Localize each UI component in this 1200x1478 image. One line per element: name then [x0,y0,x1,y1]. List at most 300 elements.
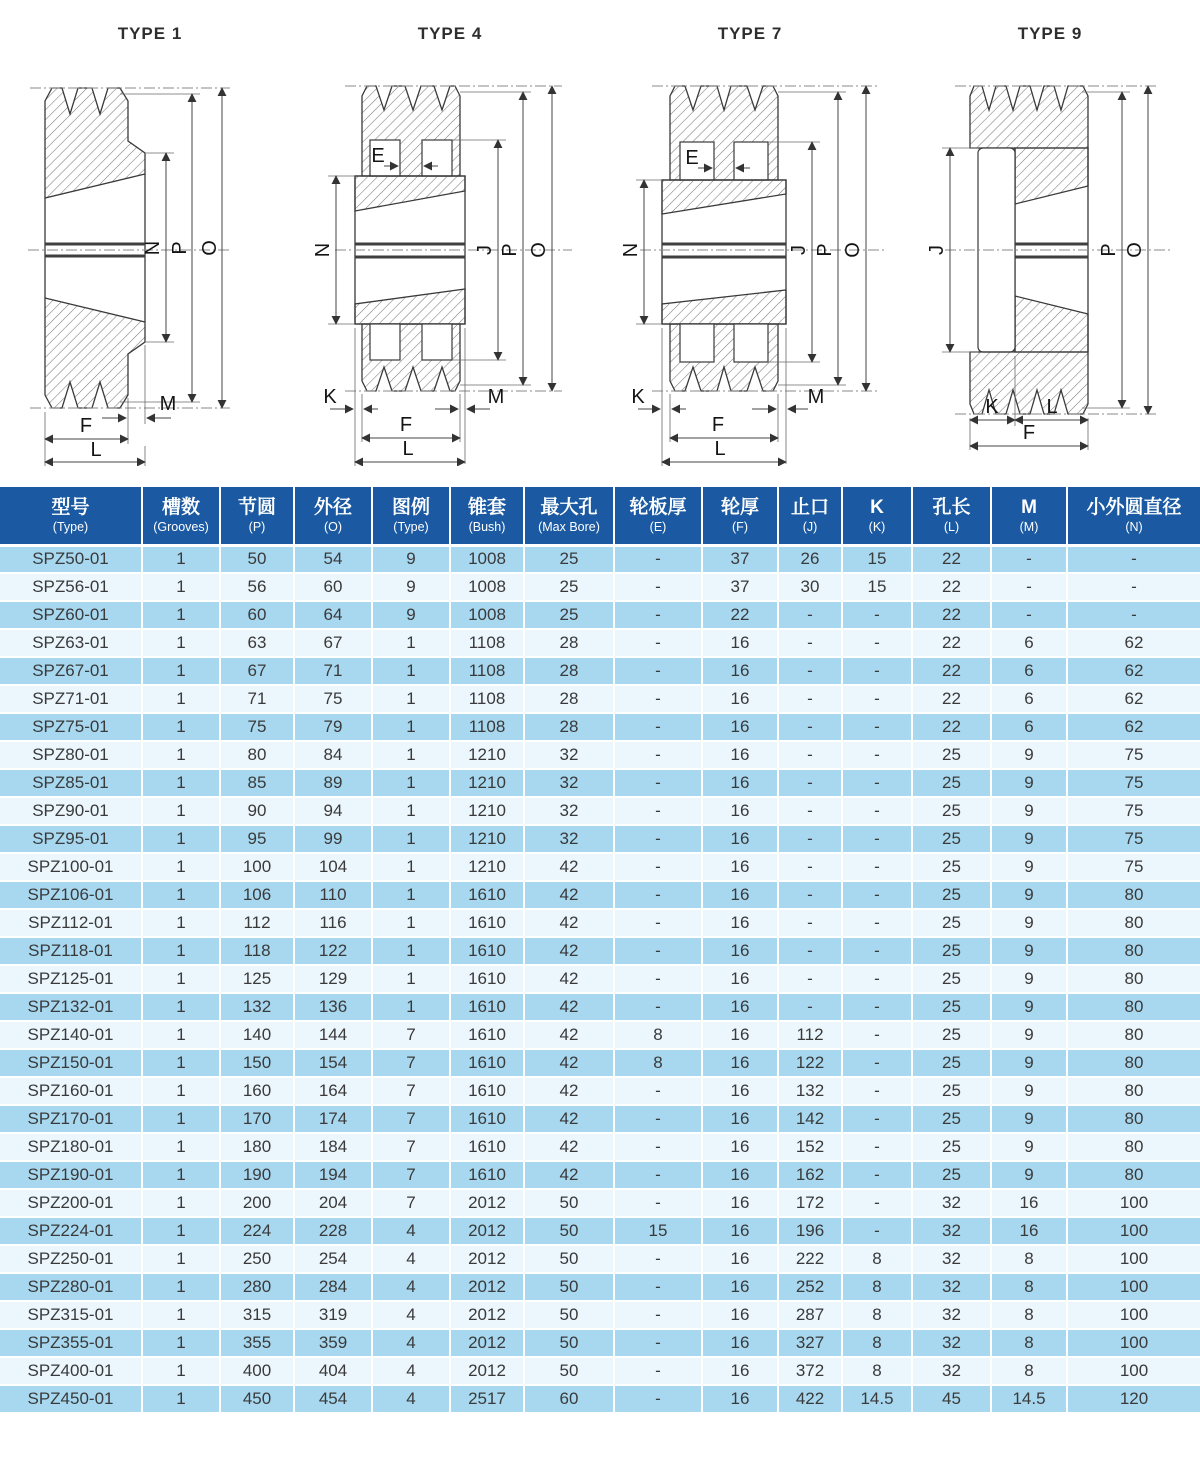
table-cell: 180 [220,1133,294,1161]
table-cell: 25 [524,545,614,573]
table-cell: 8 [991,1357,1067,1385]
column-header-cn: 外径 [313,496,352,518]
table-cell: 16 [702,1217,778,1245]
dim-label-o: O [528,242,550,258]
table-cell: 144 [294,1021,372,1049]
table-cell: SPZ132-01 [0,993,142,1021]
table-cell: 80 [1067,965,1200,993]
table-cell: SPZ150-01 [0,1049,142,1077]
table-cell: - [614,573,702,601]
dim-label-o: O [1124,242,1146,258]
column-header-en: (L) [943,519,960,534]
table-cell: 9 [991,853,1067,881]
table-cell: 9 [991,1049,1067,1077]
table-row [0,993,1200,1021]
column-header-en: (J) [802,519,818,534]
table-row [0,1077,1200,1105]
table-cell: 1610 [450,909,524,937]
table-cell: 1 [142,1217,220,1245]
table-cell: 6 [991,713,1067,741]
table-cell: SPZ67-01 [0,657,142,685]
table-cell: 71 [294,657,372,685]
table-cell: 8 [842,1245,912,1273]
column-header-cn: 型号 [51,496,90,518]
table-cell: 112 [778,1021,842,1049]
table-cell: 1 [372,769,450,797]
table-cell: - [778,965,842,993]
table-cell: 1 [372,909,450,937]
table-cell: 42 [524,965,614,993]
table-cell: 16 [702,993,778,1021]
table-cell: SPZ60-01 [0,601,142,629]
table-cell: 1610 [450,1049,524,1077]
table-cell: SPZ190-01 [0,1161,142,1189]
table-cell: 1 [142,937,220,965]
table-cell: 56 [220,573,294,601]
table-cell: 22 [912,685,991,713]
dim-label-p: P [1098,243,1120,257]
table-cell: - [614,965,702,993]
table-cell: 8 [991,1273,1067,1301]
dim-label-l: L [1046,396,1058,418]
table-cell: 16 [702,713,778,741]
table-cell: - [614,1273,702,1301]
dim-label-p: P [169,241,191,255]
table-cell: 319 [294,1301,372,1329]
table-cell: 4 [372,1273,450,1301]
table-cell: 1 [372,993,450,1021]
table-cell: SPZ140-01 [0,1021,142,1049]
table-cell: 1610 [450,1133,524,1161]
dim-label-j: J [474,245,496,255]
table-cell: 1 [142,1133,220,1161]
table-cell: 62 [1067,685,1200,713]
pulley-body [640,86,886,391]
column-header-en: (Bush) [468,519,506,534]
table-cell: 4 [372,1357,450,1385]
table-cell: 136 [294,993,372,1021]
table-cell: 250 [220,1245,294,1273]
table-cell: 1 [372,937,450,965]
table-cell: SPZ450-01 [0,1385,142,1413]
table-cell: 14.5 [842,1385,912,1413]
table-cell: 140 [220,1021,294,1049]
table-cell: 1210 [450,769,524,797]
table-cell: 129 [294,965,372,993]
table-cell: 1610 [450,965,524,993]
table-cell: 454 [294,1385,372,1413]
table-cell: 6 [991,629,1067,657]
table-cell: 50 [524,1189,614,1217]
table-cell: 50 [524,1273,614,1301]
dim-label-l: L [402,438,414,460]
table-cell: 1 [372,741,450,769]
table-cell: 2012 [450,1245,524,1273]
table-cell: 25 [912,1105,991,1133]
diagram-title: TYPE 9 [1017,24,1083,43]
table-cell: 6 [991,657,1067,685]
table-cell: 6 [991,685,1067,713]
table-cell: SPZ80-01 [0,741,142,769]
table-cell: 1008 [450,573,524,601]
table-cell: 54 [294,545,372,573]
table-cell: 9 [991,741,1067,769]
table-cell: 75 [1067,741,1200,769]
table-cell: 120 [1067,1385,1200,1413]
table-cell: SPZ125-01 [0,965,142,993]
table-cell: 194 [294,1161,372,1189]
table-cell: - [614,1245,702,1273]
table-cell: - [842,1049,912,1077]
table-cell: 80 [1067,1161,1200,1189]
table-cell: 280 [220,1273,294,1301]
table-cell: 112 [220,909,294,937]
table-cell: 80 [1067,937,1200,965]
table-row [0,825,1200,853]
dim-label-e: E [371,145,385,167]
table-cell: 450 [220,1385,294,1413]
table-cell: 9 [991,1077,1067,1105]
table-cell: 16 [702,909,778,937]
table-cell: SPZ56-01 [0,573,142,601]
column-header-en: (O) [323,519,343,534]
table-cell: 60 [220,601,294,629]
table-cell: 1 [372,685,450,713]
table-cell: 116 [294,909,372,937]
diagram-strip [0,0,1200,487]
table-cell: 42 [524,1133,614,1161]
table-cell: - [1067,545,1200,573]
table-cell: 122 [778,1049,842,1077]
table-cell: 32 [912,1273,991,1301]
table-cell: 50 [524,1245,614,1273]
table-cell: - [778,937,842,965]
table-cell: - [991,601,1067,629]
table-cell: 25 [912,741,991,769]
table-cell: 359 [294,1329,372,1357]
table-row [0,1357,1200,1385]
table-cell: 42 [524,909,614,937]
table-cell: 60 [524,1385,614,1413]
column-header-cn: 槽数 [161,496,200,518]
table-cell: - [842,601,912,629]
table-cell: 25 [912,1077,991,1105]
table-cell: - [614,1077,702,1105]
table-cell: 67 [294,629,372,657]
table-cell: 164 [294,1077,372,1105]
table-cell: 9 [991,965,1067,993]
table-cell: - [614,937,702,965]
column-header [0,487,142,545]
table-cell: SPZ90-01 [0,797,142,825]
dim-label-m: M [159,393,177,415]
table-cell: 8 [842,1301,912,1329]
table-cell: 184 [294,1133,372,1161]
table-cell: 75 [220,713,294,741]
table-cell: - [614,797,702,825]
table-cell: - [778,853,842,881]
column-header [142,487,220,545]
table-cell: - [614,1301,702,1329]
table-cell: 75 [1067,769,1200,797]
table-cell: - [614,769,702,797]
table-cell: 75 [1067,853,1200,881]
table-cell: 60 [294,573,372,601]
table-cell: 42 [524,1105,614,1133]
table-cell: 9 [991,1161,1067,1189]
table-cell: 16 [702,741,778,769]
table-cell: - [778,909,842,937]
column-header [450,487,524,545]
table-cell: 16 [702,965,778,993]
table-cell: 22 [912,713,991,741]
table-cell: 63 [220,629,294,657]
table-cell: 1 [142,1161,220,1189]
table-cell: 25 [912,965,991,993]
table-cell: - [842,937,912,965]
table-cell: 80 [1067,1021,1200,1049]
table-cell: 172 [778,1189,842,1217]
table-cell: 25 [524,573,614,601]
table-cell: 16 [702,1273,778,1301]
table-cell: 327 [778,1329,842,1357]
table-cell: 25 [912,797,991,825]
table-cell: 1 [142,909,220,937]
table-row [0,1301,1200,1329]
table-cell: 1 [142,1021,220,1049]
table-row [0,853,1200,881]
table-cell: 16 [702,825,778,853]
table-cell: 315 [220,1301,294,1329]
table-cell: - [778,685,842,713]
type-9-drawing [900,46,1200,466]
table-cell: 25 [912,1133,991,1161]
table-cell: 9 [991,1133,1067,1161]
table-cell: 9 [991,881,1067,909]
table-cell: 94 [294,797,372,825]
table-cell: 16 [702,1077,778,1105]
table-cell: 32 [524,797,614,825]
table-cell: 190 [220,1161,294,1189]
table-cell: 79 [294,713,372,741]
table-cell: - [778,797,842,825]
table-cell: - [842,1133,912,1161]
table-cell: 284 [294,1273,372,1301]
dim-label-k: K [323,386,337,408]
table-row [0,685,1200,713]
table-body [0,545,1200,1413]
dim-label-j: J [926,245,948,255]
column-header [614,487,702,545]
table-row [0,1385,1200,1413]
column-header [1067,487,1200,545]
dim-label-f: F [711,414,725,436]
table-cell: 89 [294,769,372,797]
table-cell: 45 [912,1385,991,1413]
table-cell: 28 [524,629,614,657]
table-cell: 15 [842,573,912,601]
table-cell: 30 [778,573,842,601]
diagram-type-1 [0,0,300,487]
table-cell: 42 [524,1021,614,1049]
table-cell: - [778,713,842,741]
table-cell: - [842,1021,912,1049]
column-header-en: (P) [248,519,266,534]
table-cell: 1610 [450,881,524,909]
table-cell: 32 [912,1217,991,1245]
table-cell: 1 [142,1077,220,1105]
table-cell: - [778,993,842,1021]
table-cell: 22 [702,601,778,629]
table-cell: 80 [1067,909,1200,937]
table-row [0,1273,1200,1301]
table-cell: 2012 [450,1329,524,1357]
table-cell: 7 [372,1133,450,1161]
table-cell: - [1067,601,1200,629]
table-cell: 15 [842,545,912,573]
table-cell: 14.5 [991,1385,1067,1413]
table-cell: - [614,1161,702,1189]
table-cell: 224 [220,1217,294,1245]
table-cell: 1 [142,881,220,909]
table-cell: 95 [220,825,294,853]
column-header-cn: 最大孔 [540,496,598,518]
column-header-cn: 节圆 [237,496,276,518]
dim-label-m: M [807,386,825,408]
table-cell: 9 [991,769,1067,797]
column-header-cn: 止口 [790,496,829,518]
table-cell: 8 [991,1301,1067,1329]
table-cell: 75 [294,685,372,713]
table-cell: 1 [372,825,450,853]
table-cell: 25 [912,1021,991,1049]
table-cell: SPZ85-01 [0,769,142,797]
table-cell: SPZ170-01 [0,1105,142,1133]
table-cell: 16 [702,685,778,713]
table-cell: - [842,965,912,993]
table-cell: - [842,853,912,881]
column-header-en: (Grooves) [153,519,209,534]
table-cell: 16 [702,1105,778,1133]
table-cell: 80 [1067,1049,1200,1077]
table-cell: 16 [702,1357,778,1385]
table-row [0,545,1200,573]
diagram-type-9 [900,0,1200,487]
table-cell: 118 [220,937,294,965]
table-cell: 8 [842,1273,912,1301]
table-cell: 8 [842,1357,912,1385]
table-cell: 16 [702,881,778,909]
table-cell: 1 [142,1245,220,1273]
table-cell: 2012 [450,1273,524,1301]
diagram-title: TYPE 1 [117,24,183,43]
table-cell: - [842,825,912,853]
table-cell: 7 [372,1077,450,1105]
column-header-cn: 轮板厚 [629,496,687,518]
table-cell: 50 [220,545,294,573]
table-cell: 16 [991,1189,1067,1217]
table-cell: 90 [220,797,294,825]
column-header-cn: 锥套 [467,496,506,518]
table-cell: 42 [524,993,614,1021]
table-cell: - [614,909,702,937]
table-cell: - [842,881,912,909]
table-row [0,1329,1200,1357]
table-cell: 132 [220,993,294,1021]
table-cell: 8 [991,1245,1067,1273]
table-cell: 80 [1067,993,1200,1021]
dim-label-n: N [620,242,642,258]
table-cell: 1008 [450,601,524,629]
table-cell: 1 [142,825,220,853]
table-cell: 9 [991,937,1067,965]
table-cell: - [778,881,842,909]
table-cell: - [991,545,1067,573]
table-row [0,1021,1200,1049]
table-cell: - [614,713,702,741]
table-cell: - [842,769,912,797]
table-cell: 4 [372,1329,450,1357]
table-cell: 26 [778,545,842,573]
table-cell: SPZ63-01 [0,629,142,657]
table-cell: 355 [220,1329,294,1357]
table-cell: 154 [294,1049,372,1077]
table-cell: 9 [991,993,1067,1021]
table-cell: - [614,741,702,769]
table-cell: 1108 [450,657,524,685]
table-cell: SPZ106-01 [0,881,142,909]
diagram-type-4 [300,0,600,487]
table-row [0,1161,1200,1189]
table-cell: 67 [220,657,294,685]
table-row [0,1217,1200,1245]
column-header [778,487,842,545]
dim-label-o: O [842,242,864,258]
column-header [702,487,778,545]
table-cell: 2012 [450,1357,524,1385]
table-cell: SPZ160-01 [0,1077,142,1105]
column-header-en: (F) [732,519,748,534]
table-cell: 16 [702,853,778,881]
table-row [0,797,1200,825]
table-cell: 100 [1067,1245,1200,1273]
table-cell: 16 [702,1329,778,1357]
table-row [0,713,1200,741]
dim-label-e: E [685,147,699,169]
dim-label-f: F [1022,422,1036,444]
table-cell: 62 [1067,629,1200,657]
table-cell: - [778,657,842,685]
table-cell: 16 [702,657,778,685]
table-cell: 99 [294,825,372,853]
table-cell: 196 [778,1217,842,1245]
table-cell: 2012 [450,1217,524,1245]
table-cell: 4 [372,1245,450,1273]
table-cell: 110 [294,881,372,909]
table-cell: - [614,1189,702,1217]
table-cell: - [991,573,1067,601]
table-cell: - [778,629,842,657]
table-cell: SPZ75-01 [0,713,142,741]
table-row [0,1189,1200,1217]
table-cell: 62 [1067,713,1200,741]
column-header [294,487,372,545]
table-cell: - [842,629,912,657]
table-cell: SPZ71-01 [0,685,142,713]
table-cell: 8 [614,1049,702,1077]
table-cell: 7 [372,1189,450,1217]
table-cell: - [842,1189,912,1217]
